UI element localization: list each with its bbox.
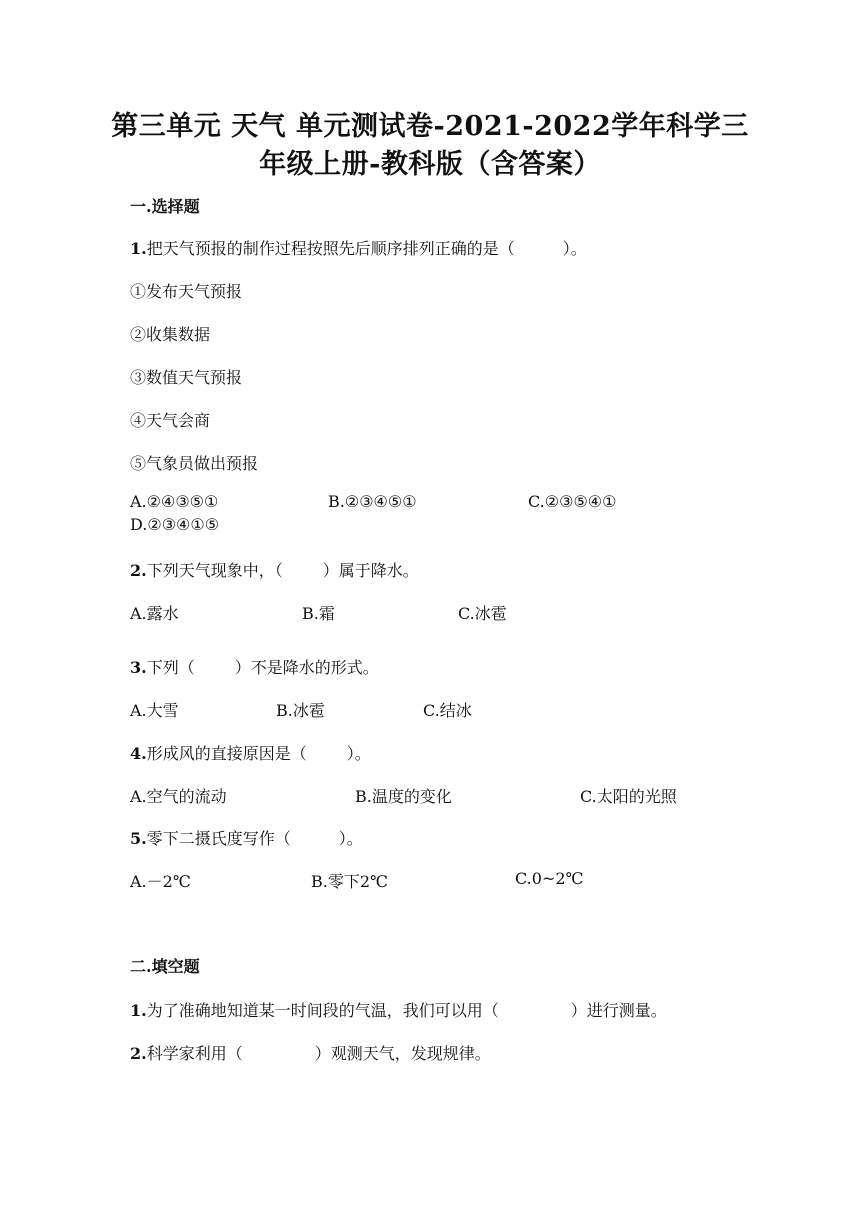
fill-question-1 [130, 998, 667, 1021]
question-text-end: ）。 [338, 829, 363, 848]
question-text: 零下二摄氏度写作（ [146, 829, 291, 848]
question-text: 下列（ [146, 658, 195, 677]
option-a: A.露水 [130, 604, 179, 623]
question-text-end: ）。 [346, 744, 371, 763]
question-number: 3. [130, 658, 147, 677]
question-text-end: ）进行测量。 [570, 1001, 667, 1020]
option-b: B.②③④⑤① [328, 492, 417, 511]
option-b: B.冰雹 [276, 701, 325, 720]
list-item: ①发布天气预报 [130, 282, 243, 301]
option-a: A.大雪 [130, 701, 179, 720]
question-text-end: ）观测天气，发现规律。 [314, 1044, 491, 1063]
option-b: B.温度的变化 [355, 787, 452, 806]
option-a: A.－2℃ [130, 872, 191, 891]
list-item: ②收集数据 [130, 325, 211, 344]
question-text-end: ）属于降水。 [322, 561, 419, 580]
question-4 [130, 741, 371, 764]
option-c: C.结冰 [423, 701, 472, 720]
question-number: 1. [130, 239, 147, 258]
list-item: ④天气会商 [130, 411, 211, 430]
fill-question-2 [130, 1041, 491, 1064]
question-text: 科学家利用（ [146, 1044, 243, 1063]
page-title-line2: 年级上册-教科版（含答案） [259, 149, 601, 180]
option-c: C.0~2℃ [515, 869, 584, 888]
option-b: B.霜 [302, 604, 335, 623]
question-text-end: ）。 [562, 239, 587, 258]
question-1 [130, 236, 587, 259]
section-heading-choice: 一.选择题 [130, 197, 200, 216]
option-a: A.②④③⑤① [130, 492, 219, 511]
option-a: A.空气的流动 [130, 787, 227, 806]
question-number: 4. [130, 744, 147, 763]
question-text: 下列天气现象中，（ [146, 561, 283, 580]
question-text: 形成风的直接原因是（ [146, 744, 307, 763]
question-number: 2. [130, 1044, 147, 1063]
question-5 [130, 826, 363, 849]
page-title-line1: 第三单元 天气 单元测试卷-2021-2022学年科学三 [111, 111, 749, 142]
question-2 [130, 558, 419, 581]
question-text: 为了准确地知道某一时间段的气温，我们可以用（ [146, 1001, 499, 1020]
option-b: B.零下2℃ [311, 872, 388, 891]
option-c: C.冰雹 [458, 604, 507, 623]
question-3 [130, 655, 379, 678]
option-c: C.太阳的光照 [580, 787, 677, 806]
question-number: 1. [130, 1001, 147, 1020]
option-c: C.②③⑤④① [528, 492, 617, 511]
question-text: 把天气预报的制作过程按照先后顺序排列正确的是（ [146, 239, 515, 258]
list-item: ③数值天气预报 [130, 368, 243, 387]
question-number: 5. [130, 829, 147, 848]
list-item: ⑤气象员做出预报 [130, 454, 259, 473]
question-number: 2. [130, 561, 147, 580]
section-heading-fill: 二.填空题 [130, 957, 200, 976]
option-d: D.②③④①⑤ [130, 515, 220, 534]
question-text-end: ）不是降水的形式。 [234, 658, 379, 677]
